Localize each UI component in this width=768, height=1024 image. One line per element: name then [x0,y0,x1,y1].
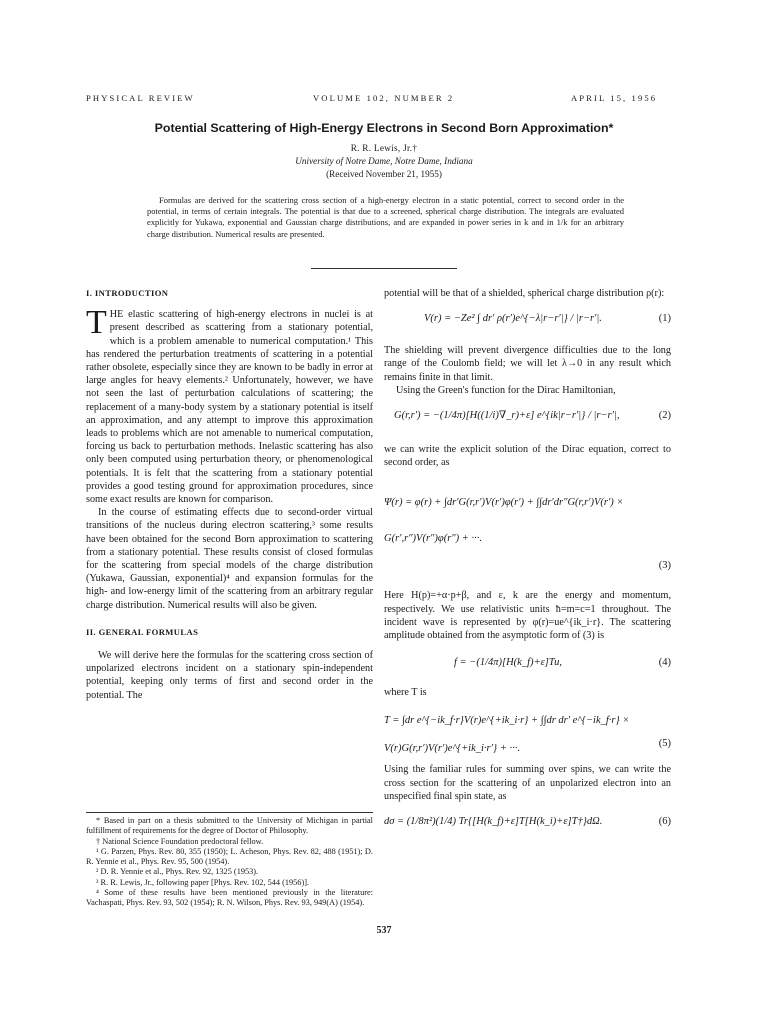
intro-text-1: HE elastic scattering of high-energy electrons in nuclei is at present described as scattering from a stationary potential, which is a problem amenable to numerical computation.¹ This has rendered the perturbation treatments of scattering in a potential rather obsolete, especially since they are known to be badly in error at large angles for heavy elements.² Unfortunately, however, we have not seen the last of perturbation calculations of scattering; the replacement of a many-body system by a stationary potential is itself an approximation, and any attempt to improve this approximation leads to problems which are not amenable to numerical computation, forcing us back to perturbation methods. Inelastic scattering has also only been computed using perturbation theory, or phenomenological potentials. It is felt that the scattering from a stationary potential provides a good testing ground for approximation procedures, since some exact results are known for comparison. [86,309,373,506]
footnote: * Based in part on a thesis submitted to the University of Michigan in partial fulfillment of requirements for the degree of Doctor of Philosophy. [86,816,373,836]
footnote: ³ R. R. Lewis, Jr., following paper [Phys. Rev. 102, 544 (1956)]. [96,877,310,887]
drop-cap: T [86,304,107,342]
intro-paragraph-1 [86,304,373,506]
right-paragraph-5: Here H(p)=+α·p+β, and ε, k are the energy and momentum, respectively. We use relativistic units ħ=m=c=1 throughout. The incident wave is represented by φ(r)=ue^{ik_i·r}. The scattering amplitude obtained from the asymptotic form of (3) is [384,590,671,642]
received-date: (Received November 21, 1955) [326,169,442,179]
equation-5 [384,699,671,763]
abstract: Formulas are derived for the scattering cross section of a high-energy electron in a static potential, correct to second order in the potential, in terms of certain integrals. The potential is that due to a screened, spherical charge distribution. The integrals are evaluated explicitly for Yukawa, exponential and Gaussian charge distributions, and are expanded in power series in k and in 1/k for an arbitrary charge distribution. Numerical results are presented. [147,195,624,239]
intro-paragraph-2: In the course of estimating effects due to second-order virtual transitions of the nucleus during electron scattering,³ some results have been obtained for the second Born approximation to scattering from a stationary potential. These results consist of closed formulas for the scattering from special models of the charge distribution (Yukawa, Gaussian, exponential)⁴ and expansion formulas for the high- and low-energy limit of the scattering from an arbitrary regular charge distribution. Numerical results will also be given. [86,507,373,611]
right-paragraph-3: Using the Green's function for the Dirac Hamiltonian, [396,384,616,396]
footnote: ⁴ Some of these results have been mentioned previously in the literature: Vachaspati, Phys. Rev. 93, 502 (1954); R. N. Wilson, Phys. Rev. 93, 949(A) (1954). [86,888,373,908]
equation-number: (2) [658,410,671,422]
equation-body: f = −(1/4π)[H(k_f)+ε]Tu, [454,657,562,669]
formulas-paragraph-1: We will derive here the formulas for the scattering cross section of unpolarized electrons incident on a stationary spin-independent potential, keeping only terms of first and second order in the potential. The [86,650,373,701]
abstract-divider [311,268,457,269]
equation-number: (3) [658,560,671,572]
footnote: ² D. R. Yennie et al., Phys. Rev. 92, 1325 (1953). [96,867,259,877]
left-column [86,287,373,702]
equation-body: T = ∫dr e^{−ik_f·r}V(r)e^{+ik_i·r} + ∫∫dr dr′ e^{−ik_f·r} × V(r)G(r,r′)V(r′)e^{+ik_i·r′} + ···. [384,715,630,755]
equation-number: (4) [658,657,671,669]
footnotes [86,812,373,909]
journal-name: PHYSICAL REVIEW [86,93,195,103]
right-paragraph-2: The shielding will prevent divergence difficulties due to the long range of the Coulomb field; we will let λ→0 in any result which remains finite in that limit. [384,345,671,383]
right-paragraph-1: potential will be that of a shielded, spherical charge distribution ρ(r): [384,288,665,299]
formulas-heading: II. GENERAL FORMULAS [86,626,199,637]
equation-1 [384,300,671,344]
equation-number: (5) [658,738,671,750]
right-paragraph-6: where T is [384,687,427,699]
equation-3 [384,469,671,589]
right-column [384,287,671,847]
right-paragraph-7: Using the familiar rules for summing over spins, we can write the cross section for the scattering of an unpolarized electron into an unspecified final spin state, as [384,764,671,802]
footnote: † National Science Foundation predoctoral fellow. [96,836,264,846]
equation-body: dσ = (1/8π²)(1/4) Tr{[H(k_f)+ε]T[H(k_i)+ε]T†}dΩ. [384,816,603,828]
page-number: 537 [376,925,392,936]
equation-2 [384,397,671,443]
equation-6 [384,803,671,847]
equation-body: V(r) = −Ze² ∫ dr′ ρ(r′)e^{−λ|r−r′|} / |r−r′|. [424,313,602,325]
volume-number: VOLUME 102, NUMBER 2 [313,93,455,103]
footnote: ¹ G. Parzen, Phys. Rev. 80, 355 (1950); L. Acheson, Phys. Rev. 82, 488 (1951); D. R. Yennie et al., Phys. Rev. 95, 500 (1954). [86,846,373,867]
equation-number: (6) [658,816,671,828]
paper-title: Potential Scattering of High-Energy Electrons in Second Born Approximation* [154,121,614,135]
equation-body: Ψ(r) = φ(r) + ∫dr′G(r,r′)V(r′)φ(r′) + ∫∫dr′dr″G(r,r′)V(r′) × G(r′,r″)V(r″)φ(r″) + ···. [384,497,624,545]
intro-heading: I. INTRODUCTION [86,288,169,298]
issue-date: APRIL 15, 1956 [571,93,658,103]
affiliation: University of Notre Dame, Notre Dame, Indiana [295,156,473,166]
author: R. R. Lewis, Jr.† [350,143,418,153]
equation-4 [384,642,671,686]
equation-body: G(r,r′) = −(1/4π)[H((1/i)∇_r)+ε] e^{ik|r−r′|} / |r−r′|, [394,410,620,422]
equation-number: (1) [658,313,671,325]
right-paragraph-4: we can write the explicit solution of the Dirac equation, correct to second order, as [384,444,671,469]
